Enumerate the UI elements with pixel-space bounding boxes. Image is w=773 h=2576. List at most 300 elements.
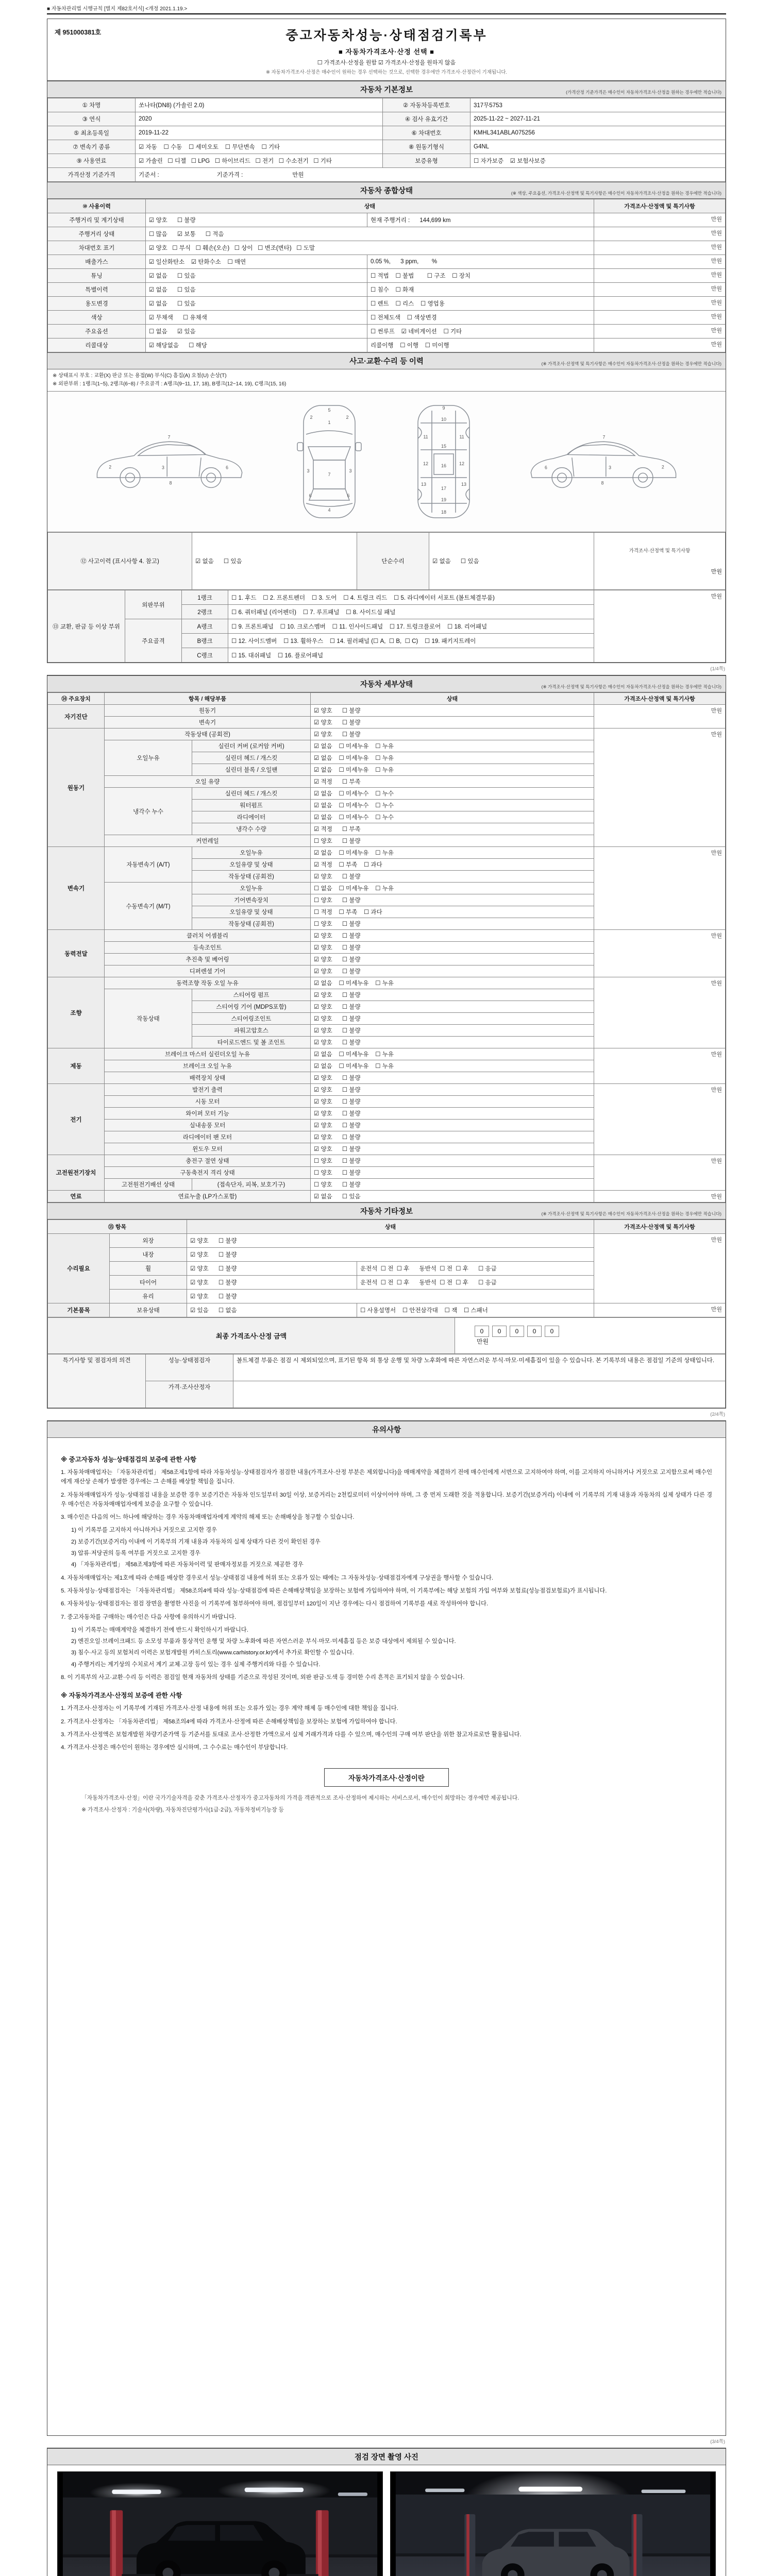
state-cell: ☐ 양호 ☐ 불량 xyxy=(311,894,594,906)
use-history-label: 주요옵션 xyxy=(48,325,146,338)
price-survey-note: ※ 가격조사·산정자 : 기술사(차량), 자동차진단평가사(1급·2급), 자동차정비기능장 등 xyxy=(81,1806,284,1813)
document-sheet xyxy=(47,0,726,2576)
item-label: 클러치 어셈블리 xyxy=(105,930,311,942)
use-history-label: 차대번호 표기 xyxy=(48,241,146,255)
state-cell: ☑ 없음 ☐ 미세누수 ☐ 누수 xyxy=(311,811,594,823)
price-cell: 만원 xyxy=(594,213,726,227)
section-summary xyxy=(47,182,726,199)
summary-row xyxy=(48,283,726,297)
item-label: 라디에이터 팬 모터 xyxy=(105,1131,311,1143)
rank-label: 2랭크 xyxy=(182,605,228,619)
basic-row xyxy=(48,140,726,154)
basic-row xyxy=(48,168,726,182)
svg-text:7: 7 xyxy=(328,472,331,477)
svg-text:19: 19 xyxy=(441,497,447,502)
item-label: 윈도우 모터 xyxy=(105,1143,311,1155)
section-title: 자동차 기타정보 xyxy=(360,1208,413,1216)
rank-items: ☐ 1. 후드 ☐ 2. 프론트펜더 ☐ 3. 도어 ☐ 4. 트렁크 리드 ☐ 5. 라디에이터 서포트 (볼트체결부품) xyxy=(228,590,594,605)
notice-paragraph: 1. 자동차매매업자는 「자동차관리법」 제58조제1항에 따라 자동차성능·상태점검자가 점검한 내용(가격조사·산정 부분은 제외합니다)을 매매계약을 체결하기 전에 매수인에게 서면으로 고지하여야 하며, 이를 고지하지 아니하거나 거짓으로 고지함으로써 매수인에게 재산상 손해가 발생한 경우에는 그 손해를 배상할 책임을 집니다. xyxy=(61,1469,712,1485)
item-label: 원동기 xyxy=(105,705,311,717)
col-item: ⑮ 항목 xyxy=(48,1220,187,1234)
rank-label: A랭크 xyxy=(182,619,228,634)
section-note: (가격산정 기준가격은 매수인이 자동차가격조사·산정을 원하는 경우에만 적습니다) xyxy=(566,90,721,95)
col-price: 가격조사·산정액 및 특기사항 xyxy=(594,199,726,213)
col-price: 가격조사·산정액 및 특기사항 xyxy=(594,693,726,705)
price-cell: 만원 xyxy=(594,1048,726,1084)
notice-paragraph: 2) 보증기간(보증거리) 이내에 이 기록부의 기재 내용과 자동차의 실제 상태가 다른 것이 확인된 경우 xyxy=(71,1538,321,1545)
item-label: 동력조향 작동 오일 누유 xyxy=(105,977,311,989)
exchange-panel-label: ⑬ 교환, 판금 등 이상 부위 xyxy=(48,590,125,663)
use-history-label: 리콜대상 xyxy=(48,338,146,352)
price-column-header xyxy=(594,533,726,590)
rank-label: 1랭크 xyxy=(182,590,228,605)
final-price-digit: 0 xyxy=(527,1326,542,1337)
accident-history-table xyxy=(47,532,726,590)
col-use-history: ⑩ 사용이력 xyxy=(48,199,146,213)
inspector-role: 성능·상태점검자 xyxy=(146,1354,233,1381)
item-label: 디퍼렌셜 기어 xyxy=(105,965,311,977)
notice-section-title: ※ 중고자동차 성능·상태점검의 보증에 관한 사항 xyxy=(61,1456,197,1463)
state-cell: ☑ 없음 ☐ 있음 xyxy=(146,297,367,311)
field-value: 317무5753 xyxy=(470,98,726,112)
notice-paragraph: 3. 가격조사·산정액은 보험개발원 차량기준가액 등 기준서를 토대로 조사·산정한 가액으로서 실제 거래가격과 다를 수 있으며, 매수인의 구매 여부 판단을 위한 참고자료로만 활용됩니다. xyxy=(61,1731,522,1738)
etc-row xyxy=(48,1303,726,1317)
svg-text:11: 11 xyxy=(459,434,465,439)
price-unit: 만원 xyxy=(711,569,722,575)
state-cell: ☑ 없음 ☐ 미세누유 ☐ 누유 xyxy=(311,847,594,859)
detail-row xyxy=(48,705,726,717)
notice-paragraph: 2. 가격조사·산정자는 「자동차관리법」 제58조의4에 따라 가격조사·산정에 따른 손해배상책임을 보장하는 보험에 가입하여야 합니다. xyxy=(61,1718,397,1725)
col-state: 상태 xyxy=(146,199,594,213)
subitem-label: 타이로드엔드 및 볼 조인트 xyxy=(192,1037,311,1048)
state-cell: ☑ 양호 ☐ 불량 xyxy=(311,954,594,965)
price-cell: 만원 xyxy=(594,1155,726,1191)
state-cell: ☑ 양호 ☐ 불량 xyxy=(311,1037,594,1048)
svg-text:6: 6 xyxy=(347,493,350,498)
svg-text:12: 12 xyxy=(459,461,465,466)
state-cell: ☑ 없음 ☐ 미세누수 ☐ 누수 xyxy=(311,800,594,811)
state-cell: ☐ 양호 ☐ 불량 xyxy=(311,918,594,930)
page-marker-1: (1/4쪽) xyxy=(710,666,725,672)
state-cell: ☑ 있음 ☐ 없음 xyxy=(187,1303,357,1317)
item-label: 고전원전기배선 상태 xyxy=(105,1179,192,1191)
item-label: 와이퍼 모터 기능 xyxy=(105,1108,311,1120)
subitem-label: 오일유량 및 상태 xyxy=(192,906,311,918)
section-notice xyxy=(47,1421,726,1438)
state-cell: ☑ 양호 ☐ 불량 xyxy=(146,213,367,227)
damage-code-legend xyxy=(47,369,726,392)
photo-lift-side xyxy=(391,2472,715,2576)
svg-text:6: 6 xyxy=(225,465,228,470)
field-label: ⑤ 최초등록일 xyxy=(48,126,136,140)
group-label: 수리필요 xyxy=(48,1234,110,1303)
section-title: 점검 장면 촬영 사진 xyxy=(354,2453,419,2462)
subitem-label: 오일누유 xyxy=(192,847,311,859)
state-cell: ☑ 해당없음 ☐ 해당 xyxy=(146,338,367,352)
price-cell: 만원 xyxy=(594,977,726,1048)
state-cell: ☑ 양호 ☐ 불량 xyxy=(311,1072,594,1084)
basic-row xyxy=(48,154,726,168)
item-label: 냉각수 누수 xyxy=(105,788,192,835)
detail-cell: ☐ 전체도색 ☐ 색상변경 xyxy=(367,311,594,325)
price-survey-definition-wrap xyxy=(61,1768,712,1787)
notice-section-title: ※ 자동차가격조사·산정의 보증에 관한 사항 xyxy=(61,1692,182,1700)
state-cell: ☑ 양호 ☐ 불량 xyxy=(311,1084,594,1096)
state-cell: ☑ 없음 ☐ 미세누유 ☐ 누유 xyxy=(311,764,594,776)
notice-paragraph: 2) 엔진오일·브레이크패드 등 소모성 부품과 통상적인 운행 및 차량 노후화에 따른 자연스러운 부식·마모·미세흠집 등은 보증 대상에서 제외될 수 있습니다. xyxy=(71,1638,456,1645)
subitem-label: (접속단자, 피복, 보호기구) xyxy=(192,1179,311,1191)
notice-paragraph: 1) 이 기록부는 매매계약을 체결하기 전에 반드시 확인하시기 바랍니다. xyxy=(71,1626,248,1633)
car-side-left-diagram xyxy=(88,420,253,503)
price-cell: 만원 xyxy=(594,311,726,325)
inspector-opinion: 볼트체결 부품은 점검 시 제외되었으며, 표기된 항목 외 통상 운행 및 차량 노후화에 따른 자연스러운 부식·마모·미세흠집이 있을 수 있습니다. 본 기록부의 내용은 점검일 기준의 상태입니다. xyxy=(233,1354,726,1381)
final-price-value xyxy=(455,1318,726,1354)
notice-paragraph: 1. 가격조사·산정자는 이 기록부에 기재된 가격조사·산정 내용에 허위 또는 오류가 있는 경우 계약 해제 등 매수인에 대한 책임을 집니다. xyxy=(61,1705,398,1712)
svg-text:10: 10 xyxy=(441,417,447,422)
section-note: (※ 가격조사·산정액 및 특기사항은 매수인이 자동차가격조사·산정을 원하는 경우에만 적습니다) xyxy=(541,1211,721,1216)
detail-cell: 리콜이행 ☐ 이행 ☐ 미이행 xyxy=(367,338,594,352)
rank-items: ☐ 6. 쿼터패널 (리어펜더) ☐ 7. 루프패널 ☐ 8. 사이드실 패널 xyxy=(228,605,594,619)
field-label: ⑧ 원동기형식 xyxy=(383,140,470,154)
subitem-label: 작동상태 (공회전) xyxy=(192,871,311,883)
section-etc-info xyxy=(47,1202,726,1219)
notice-paragraph: 8. 이 기록부의 사고·교환·수리 등 이력은 점검일 현재 자동차의 상태를 기준으로 작성된 것이며, 외판 판금·도색 등 경미한 수리 흔적은 표기되지 않을 수 있습니다. xyxy=(61,1674,465,1681)
field-value: KMHL341ABLA075256 xyxy=(470,126,726,140)
use-history-label: 특별이력 xyxy=(48,283,146,297)
state-cell: ☑ 양호 ☐ 불량 xyxy=(311,942,594,954)
notice-paragraph: 2. 자동차매매업자가 성능·상태점검 내용을 보증한 경우 보증기간은 자동차 인도일부터 30일 이상, 보증거리는 2천킬로미터 이상이어야 하며, 그 중 먼저 도래한 것을 적용합니다. 보증기간(보증거리) 이내에 이 기록부의 기재 내용과 자동차의 실제 상태가 다른 경우 매수인은 자동차매매업자에게 보증을 요구할 수 있습니다. xyxy=(61,1492,712,1507)
car-damage-diagrams xyxy=(47,392,726,532)
state-cell: ☐ 없음 ☐ 미세누유 ☐ 누유 xyxy=(311,883,594,894)
svg-text:4: 4 xyxy=(328,507,331,513)
subitem-label: 스티어링조인트 xyxy=(192,1013,311,1025)
price-cell: 만원 xyxy=(594,930,726,977)
item-label: 내장 xyxy=(110,1248,187,1262)
item-label: 변속기 xyxy=(105,717,311,728)
price-cell: 만원 xyxy=(594,705,726,728)
rank-items: ☐ 15. 대쉬패널 ☐ 16. 플로어패널 xyxy=(228,648,594,663)
svg-text:3: 3 xyxy=(349,468,352,473)
detail-row xyxy=(48,1084,726,1096)
appraiser-role: 가격·조사산정자 xyxy=(146,1381,233,1408)
state-cell: ☑ 양호 ☐ 불량 xyxy=(311,717,594,728)
final-price-label: 최종 가격조사·산정 금액 xyxy=(48,1318,455,1354)
price-cell: 만원 xyxy=(594,283,726,297)
price-header-label: 가격조사·산정액 및 특기사항 xyxy=(629,548,691,554)
use-history-label: 튜닝 xyxy=(48,269,146,283)
summary-row xyxy=(48,325,726,338)
item-label: 타이어 xyxy=(110,1276,187,1290)
device-label: 자기진단 xyxy=(48,705,105,728)
svg-text:6: 6 xyxy=(309,493,312,498)
state-cell: ☐ 양호 ☐ 불량 xyxy=(311,1179,594,1191)
subitem-label: 오일유량 및 상태 xyxy=(192,859,311,871)
inspection-photo-2 xyxy=(390,2471,716,2576)
notice-paragraph: 4. 자동차매매업자는 제1호에 따라 손해를 배상한 경우로서 성능·상태점검 내용에 허위 또는 오류가 있는 때에는 그 자동차성능·상태점검자에게 구상권을 행사할 수 있습니다. xyxy=(61,1574,493,1581)
device-label: 동력전달 xyxy=(48,930,105,977)
field-label: 가격산정 기준가격 xyxy=(48,168,136,182)
svg-text:18: 18 xyxy=(441,510,447,515)
subitem-label: 냉각수 수량 xyxy=(192,823,311,835)
price-cell: 만원 xyxy=(594,847,726,930)
field-label: ⑨ 사용연료 xyxy=(48,154,136,168)
state-cell: ☑ 양호 ☐ 불량 xyxy=(311,1108,594,1120)
notice-paragraph: 3. 매수인은 다음의 어느 하나에 해당하는 경우 자동차매매업자에게 계약의 해제 또는 손해배상을 청구할 수 있습니다. xyxy=(61,1514,355,1521)
state-cell: ☑ 없음 ☐ 있음 xyxy=(311,1191,594,1202)
field-value: ☑ 가솔린 ☐ 디젤 ☐ LPG ☐ 하이브리드 ☐ 전기 ☐ 수소전기 ☐ 기타 xyxy=(136,154,383,168)
state-cell: ☑ 없음 ☐ 미세누유 ☐ 누유 xyxy=(311,1060,594,1072)
price-cell: 만원 xyxy=(594,227,726,241)
state-cell: ☑ 없음 ☐ 미세누수 ☐ 누수 xyxy=(311,788,594,800)
svg-text:2: 2 xyxy=(109,464,111,470)
item-label: 브레이크 마스터 실린더오일 누유 xyxy=(105,1048,311,1060)
outer-panel-label: 외판부위 xyxy=(125,590,182,619)
state-cell: ☑ 양호 ☐ 불량 xyxy=(311,965,594,977)
detail-cell: 운전석 ☐ 전 ☐ 후 동반석 ☐ 전 ☐ 후 ☐ 응급 xyxy=(357,1276,594,1290)
detail-cell: ☐ 렌트 ☐ 리스 ☐ 영업용 xyxy=(367,297,594,311)
summary-row xyxy=(48,255,726,269)
price-cell: 만원 xyxy=(594,1084,726,1155)
price-cell: 만원 xyxy=(594,1234,726,1303)
device-label: 제동 xyxy=(48,1048,105,1084)
subitem-label: 실린더 블록 / 오일팬 xyxy=(192,764,311,776)
price-cell: 만원 xyxy=(594,297,726,311)
subitem-label: 스티어링 펌프 xyxy=(192,989,311,1001)
detail-row xyxy=(48,1155,726,1167)
card-page1 xyxy=(47,19,726,663)
device-label: 고전원전기장치 xyxy=(48,1155,105,1191)
basic-row xyxy=(48,112,726,126)
section-detail-state xyxy=(47,675,726,692)
subitem-label: 파워고압호스 xyxy=(192,1025,311,1037)
field-value: ☐ 자가보증 ☑ 보험사보증 xyxy=(470,154,726,168)
state-cell: ☑ 양호 ☐ 불량 xyxy=(311,1120,594,1131)
svg-text:12: 12 xyxy=(423,461,429,466)
document-header xyxy=(47,19,726,81)
item-label: 오일 유량 xyxy=(105,776,311,788)
price-cell: 만원 xyxy=(594,325,726,338)
basic-row xyxy=(48,126,726,140)
subitem-label: 오일누유 xyxy=(192,883,311,894)
final-price-digit: 0 xyxy=(510,1326,524,1337)
price-survey-definition-lines xyxy=(61,1794,712,1815)
price-cell: 만원 xyxy=(594,1191,726,1202)
car-side-right-diagram xyxy=(520,420,685,503)
item-label: 브레이크 오일 누유 xyxy=(105,1060,311,1072)
basic-row xyxy=(48,98,726,112)
device-label: 원동기 xyxy=(48,728,105,847)
notice-paragraph: 6. 자동차성능·상태점검자는 점검 장면을 촬영한 사진을 이 기록부에 첨부하여야 하며, 점검일부터 120일이 지난 경우에는 다시 점검하여 기록부를 새로 작성하여야 합니다. xyxy=(61,1601,489,1607)
section-title: 자동차 세부상태 xyxy=(360,681,413,689)
state-cell: ☑ 양호 ☐ 불량 xyxy=(311,1013,594,1025)
section-note: (※ 가격조사·산정액 및 특기사항은 매수인이 자동차가격조사·산정을 원하는 경우에만 적습니다) xyxy=(541,684,721,689)
section-note: (※ 가격조사·산정액 및 특기사항은 매수인이 자동차가격조사·산정을 원하는 경우에만 적습니다) xyxy=(541,361,721,366)
page-marker-2: (2/4쪽) xyxy=(710,1412,725,1417)
field-label: ⑥ 차대번호 xyxy=(383,126,470,140)
svg-text:6: 6 xyxy=(545,465,548,470)
legend-line-2: ※ 외판부위 : 1랭크(1~5), 2랭크(6~8) / 주요골격 : A랭크(9~11, 17, 18), B랭크(12~14, 19), C랭크(15, 16) xyxy=(53,381,287,387)
field-label: ③ 연식 xyxy=(48,112,136,126)
detail-cell: 0.05 %, 3 ppm, % xyxy=(367,255,594,269)
price-cell: 만원 xyxy=(594,1303,726,1317)
form-reference: ■ 자동차관리법 시행규칙 [별지 제82호서식] <개정 2021.1.19.> xyxy=(47,6,188,12)
remarks-table xyxy=(47,1354,726,1408)
rank-label: B랭크 xyxy=(182,634,228,648)
price-survey-select: ☐ 가격조사·산정을 원함 ☑ 가격조사·산정을 원하지 않음 xyxy=(317,60,456,66)
state-cell: ☑ 양호 ☐ 불량 xyxy=(311,1143,594,1155)
svg-text:2: 2 xyxy=(662,464,664,470)
device-label: 조향 xyxy=(48,977,105,1048)
price-survey-note: 「자동차가격조사·산정」이란 국가기술자격을 갖춘 가격조사·산정자가 중고자동차의 가격을 객관적으로 조사·산정하여 제시하는 서비스로서, 매수인이 희망하는 경우에만 제공됩니다. xyxy=(81,1794,519,1801)
section-accident-history xyxy=(47,352,726,369)
field-value: 2019-11-22 xyxy=(136,126,383,140)
price-survey-definition-box: 자동차가격조사·산정이란 xyxy=(324,1768,449,1787)
photo-lift-front xyxy=(58,2472,382,2576)
state-cell: ☑ 양호 ☐ 불량 xyxy=(311,1096,594,1108)
field-label: ① 차명 xyxy=(48,98,136,112)
state-cell: ☑ 양호 ☐ 불량 xyxy=(311,871,594,883)
detail-row xyxy=(48,1191,726,1202)
field-label: 보증유형 xyxy=(383,154,470,168)
item-label: 커먼레일 xyxy=(105,835,311,847)
item-label: 유리 xyxy=(110,1290,187,1303)
state-cell: ☑ 양호 ☐ 불량 xyxy=(311,728,594,740)
item-label: 작동상태 xyxy=(105,989,192,1048)
summary-row xyxy=(48,227,726,241)
item-label: 등속조인트 xyxy=(105,942,311,954)
state-cell: ☑ 양호 ☐ 불량 xyxy=(187,1248,594,1262)
item-label: 시동 모터 xyxy=(105,1096,311,1108)
state-cell: ☑ 적정 ☐ 부족 ☐ 과다 xyxy=(311,859,594,871)
final-price-unit: 만원 xyxy=(476,1338,489,1345)
final-price-digit: 0 xyxy=(492,1326,507,1337)
main-frame-label: 주요골격 xyxy=(125,619,182,663)
price-cell: 만원 xyxy=(594,255,726,269)
price-cell: 만원 xyxy=(594,338,726,352)
price-cell: 만원 xyxy=(594,590,726,663)
summary-row xyxy=(48,213,726,227)
state-cell: ☑ 양호 ☐ 부식 ☐ 훼손(오손) ☐ 상이 ☐ 변조(변타) ☐ 도말 xyxy=(146,241,594,255)
svg-text:2: 2 xyxy=(310,415,313,420)
document-subtitle: ■ 자동차가격조사·산정 선택 ■ xyxy=(338,48,434,56)
notice-paragraph: 3) 침수·사고 등의 보험처리 이력은 보험개발원 카히스토리(www.carhistory.or.kr)에서 추가로 확인할 수 있습니다. xyxy=(71,1650,354,1656)
svg-text:3: 3 xyxy=(307,468,310,473)
state-cell: ☑ 없음 ☐ 있음 xyxy=(146,269,367,283)
field-label: ⑦ 변속기 종류 xyxy=(48,140,136,154)
device-label: 변속기 xyxy=(48,847,105,930)
section-basic-info xyxy=(47,81,726,98)
item-label: 휠 xyxy=(110,1262,187,1276)
state-cell: ☑ 양호 ☐ 불량 xyxy=(311,930,594,942)
use-history-label: 배출가스 xyxy=(48,255,146,269)
simple-repair-label: 단순수리 xyxy=(357,533,429,590)
car-underbody-diagram xyxy=(405,402,482,521)
state-cell: ☑ 적정 ☐ 부족 xyxy=(311,823,594,835)
field-value: G4NL xyxy=(470,140,726,154)
col-device: ⑭ 주요장치 xyxy=(48,693,105,705)
subitem-label: 실린더 헤드 / 개스킷 xyxy=(192,788,311,800)
state-cell: ☑ 양호 ☐ 불량 xyxy=(311,1001,594,1013)
state-cell: ☑ 양호 ☐ 불량 xyxy=(311,1025,594,1037)
subitem-label: 라디에이터 xyxy=(192,811,311,823)
rank-items: ☐ 12. 사이드멤버 ☐ 13. 휠하우스 ☐ 14. 필러패널 (☐ A, ☐ B, ☐ C) ☐ 19. 패키지트레이 xyxy=(228,634,594,648)
item-label: 오일누유 xyxy=(105,740,192,776)
col-price: 가격조사·산정액 및 특기사항 xyxy=(594,1220,726,1234)
svg-text:17: 17 xyxy=(441,486,447,491)
rank-label: C랭크 xyxy=(182,648,228,663)
card-page3 xyxy=(47,1420,726,2436)
item-label: 구동축전지 격리 상태 xyxy=(105,1167,311,1179)
rank-items: ☐ 9. 프론트패널 ☐ 10. 크로스멤버 ☐ 11. 인사이드패널 ☐ 17. 트렁크플로어 ☐ 18. 리어패널 xyxy=(228,619,594,634)
section-title: 유의사항 xyxy=(372,1426,401,1434)
subitem-label: 워터펌프 xyxy=(192,800,311,811)
summary-row xyxy=(48,297,726,311)
state-cell: ☐ 양호 ☐ 불량 xyxy=(311,1155,594,1167)
subitem-label: 기어변속장치 xyxy=(192,894,311,906)
svg-text:2: 2 xyxy=(346,415,349,420)
detail-row xyxy=(48,977,726,989)
use-history-label: 용도변경 xyxy=(48,297,146,311)
section-title: 자동차 종합상태 xyxy=(360,187,413,195)
etc-row xyxy=(48,1234,726,1248)
inspection-photos xyxy=(47,2465,726,2576)
item-label: 자동변속기 (A/T) xyxy=(105,847,192,883)
card-page2 xyxy=(47,675,726,1409)
section-title: 자동차 기본정보 xyxy=(360,86,413,94)
state-cell: ☑ 없음 ☐ 미세누유 ☐ 누유 xyxy=(311,1048,594,1060)
item-label: 외장 xyxy=(110,1234,187,1248)
rank-row xyxy=(48,590,726,605)
field-value: 2025-11-22 ~ 2027-11-21 xyxy=(470,112,726,126)
state-cell: ☐ 많음 ☑ 보통 ☐ 적음 xyxy=(146,227,594,241)
state-cell: ☑ 없음 ☐ 미세누유 ☐ 누유 xyxy=(311,740,594,752)
state-cell: ☑ 적정 ☐ 부족 xyxy=(311,776,594,788)
summary-table xyxy=(47,199,726,352)
state-cell: ☑ 양호 ☐ 불량 xyxy=(311,989,594,1001)
etc-info-table xyxy=(47,1219,726,1317)
summary-row xyxy=(48,338,726,352)
field-value: 기준서 : 기준가격 : 만원 xyxy=(136,168,726,182)
item-label: 충전구 절연 상태 xyxy=(105,1155,311,1167)
state-cell: ☑ 양호 ☐ 불량 xyxy=(187,1234,594,1248)
svg-text:8: 8 xyxy=(601,480,604,486)
svg-text:11: 11 xyxy=(423,434,429,439)
page-marker-3: (3/4쪽) xyxy=(710,2439,725,2445)
accident-history-label: ⑫ 사고이력 (표시사항 4. 참고) xyxy=(48,533,192,590)
remarks-label: 특기사항 및 점검자의 의견 xyxy=(48,1354,146,1408)
subitem-label: 스티어링 기어 (MDPS포함) xyxy=(192,1001,311,1013)
svg-text:15: 15 xyxy=(441,444,447,449)
svg-text:7: 7 xyxy=(602,434,606,440)
simple-repair-state: ☑ 없음 ☐ 있음 xyxy=(429,533,594,590)
detail-cell: 현재 주행거리 : 144,699 km xyxy=(367,213,594,227)
item-label: 작동상태 (공회전) xyxy=(105,728,311,740)
summary-row xyxy=(48,241,726,255)
final-price-digit: 0 xyxy=(545,1326,559,1337)
state-cell: ☑ 없음 ☐ 있음 xyxy=(146,283,367,297)
top-rule xyxy=(47,13,726,14)
svg-text:13: 13 xyxy=(461,482,467,487)
detail-row xyxy=(48,930,726,942)
use-history-label: 주행거리 및 계기상태 xyxy=(48,213,146,227)
notice-paragraph: 4) 「자동차관리법」 제58조제3항에 따른 자동차이력 및 판매자정보를 거짓으로 제공한 경우 xyxy=(71,1562,304,1568)
detail-state-table xyxy=(47,692,726,1202)
state-cell: ☑ 무채색 ☐ 유채색 xyxy=(146,311,367,325)
document-note: ※ 자동차가격조사·산정은 매수인이 원하는 경우 선택하는 것으로, 선택한 경우에만 가격조사·산정란이 기재됩니다. xyxy=(265,70,508,75)
field-value: ☑ 자동 ☐ 수동 ☐ 세미오토 ☐ 무단변속 ☐ 기타 xyxy=(136,140,383,154)
notice-content xyxy=(47,1438,726,2435)
document-number: 제 951000381호 xyxy=(55,29,102,36)
